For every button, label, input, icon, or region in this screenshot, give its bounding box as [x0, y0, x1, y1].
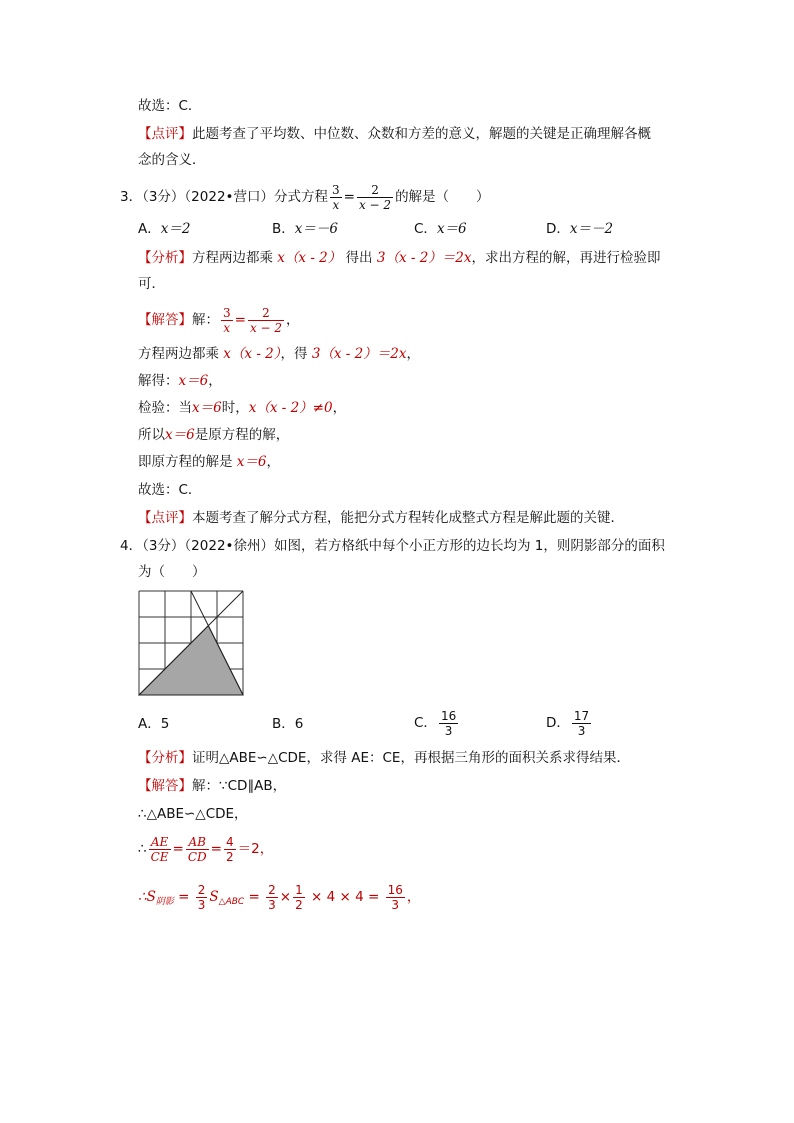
q3-tail: 的解是（ ）	[395, 189, 490, 205]
q3-option-d: D．x＝－2	[546, 221, 614, 237]
q3-solution-line1: 【解答】解： $\frac{3}{x}$ = $\frac{2}{x - 2}$ ，	[138, 305, 300, 335]
q4-step-3: $\therefore S_{阴影}$ = $\frac{2}{3}$ $S_{\triangle ABC}$ = $\frac{2}{3}$ × $\frac{1}{2}$ × 4 × 4 = $\frac{16}{3}$ ，	[138, 882, 421, 912]
q3-fraction-1: $\frac{3}{x}$	[332, 182, 340, 212]
q3-equals: =	[343, 189, 355, 205]
q4-option-b: B．6	[272, 716, 304, 732]
q4-stem-line2: 为（ ）	[138, 564, 206, 580]
q3-option-b: B．x＝－6	[272, 221, 338, 237]
q4-step-2: ∴ $\frac{AE}{CE}$ = $\frac{AB}{CD}$ = $\frac{4}{2}$ ＝2，	[138, 834, 274, 864]
q4-stem-line1: 4．（3分）（2022•徐州）如图，若方格纸中每个小正方形的边长均为 1，则阴影部分的面积	[120, 538, 665, 554]
q3-fraction-2: $\frac{2}{x - 2}$	[358, 182, 392, 212]
q3-meta: （3分）（2022•营口）分式方程	[142, 189, 329, 205]
q4-option-c: C． $\frac{16}{3}$	[414, 708, 457, 738]
q3-answer: 故选：C．	[138, 482, 202, 498]
q4-step-1: ∴△ABE∽△CDE，	[138, 806, 248, 822]
q3-step-5: 即原方程的解是 x＝6，	[138, 454, 280, 470]
q3-solution-fraction-2: $\frac{2}{x - 2}$	[249, 305, 283, 335]
q4-solution-tag: 【解答】	[138, 778, 192, 794]
q2-comment-text: 此题考查了平均数、中位数、众数和方差的意义，解题的关键是正确理解各概	[192, 126, 651, 142]
q3-comment-tag: 【点评】	[138, 510, 192, 526]
q3-step-4: 所以x＝6是原方程的解，	[138, 427, 290, 443]
q4-analysis: 【分析】证明△ABE∽△CDE，求得 AE：CE，再根据三角形的面积关系求得结果．	[138, 750, 630, 766]
q2-comment-line1	[138, 124, 651, 144]
q3-comment: 【点评】本题考查了解分式方程，能把分式方程转化成整式方程是解此题的关键．	[138, 510, 624, 526]
q3-number: 3．	[120, 189, 143, 205]
q4-grid-figure	[138, 590, 244, 696]
q3-stem	[120, 182, 490, 212]
q4-number: 4．	[120, 538, 143, 554]
q4-option-a: A．5	[138, 716, 170, 732]
q3-option-c: C．x＝6	[414, 221, 467, 237]
q3-option-a: A．x＝2	[138, 221, 191, 237]
q3-step-2: 解得：x＝6，	[138, 373, 222, 389]
q2-comment-line2: 念的含义．	[138, 152, 206, 168]
q3-step-1: 方程两边都乘 x（x - 2），得 3（x - 2）＝2x，	[138, 346, 420, 362]
q4-analysis-tag: 【分析】	[138, 750, 192, 766]
q2-answer: 故选：C．	[138, 98, 202, 114]
q3-analysis-tag: 【分析】	[138, 250, 192, 266]
q3-solution-fraction-1: $\frac{3}{x}$	[223, 305, 231, 335]
q2-comment-tag: 【点评】	[138, 126, 192, 142]
q3-solution-tag: 【解答】	[138, 312, 192, 328]
q3-step-3: 检验：当x＝6时，x（x - 2）≠0，	[138, 400, 347, 416]
q4-option-d: D． $\frac{17}{3}$	[546, 708, 590, 738]
q3-analysis-line1: 【分析】方程两边都乘 x（x - 2） 得出 3（x - 2）＝2x，求出方程的解，再进行检验即	[138, 250, 661, 266]
q4-solution-line1: 【解答】解：∵CD∥AB，	[138, 778, 287, 794]
q3-analysis-line2: 可．	[138, 276, 165, 292]
